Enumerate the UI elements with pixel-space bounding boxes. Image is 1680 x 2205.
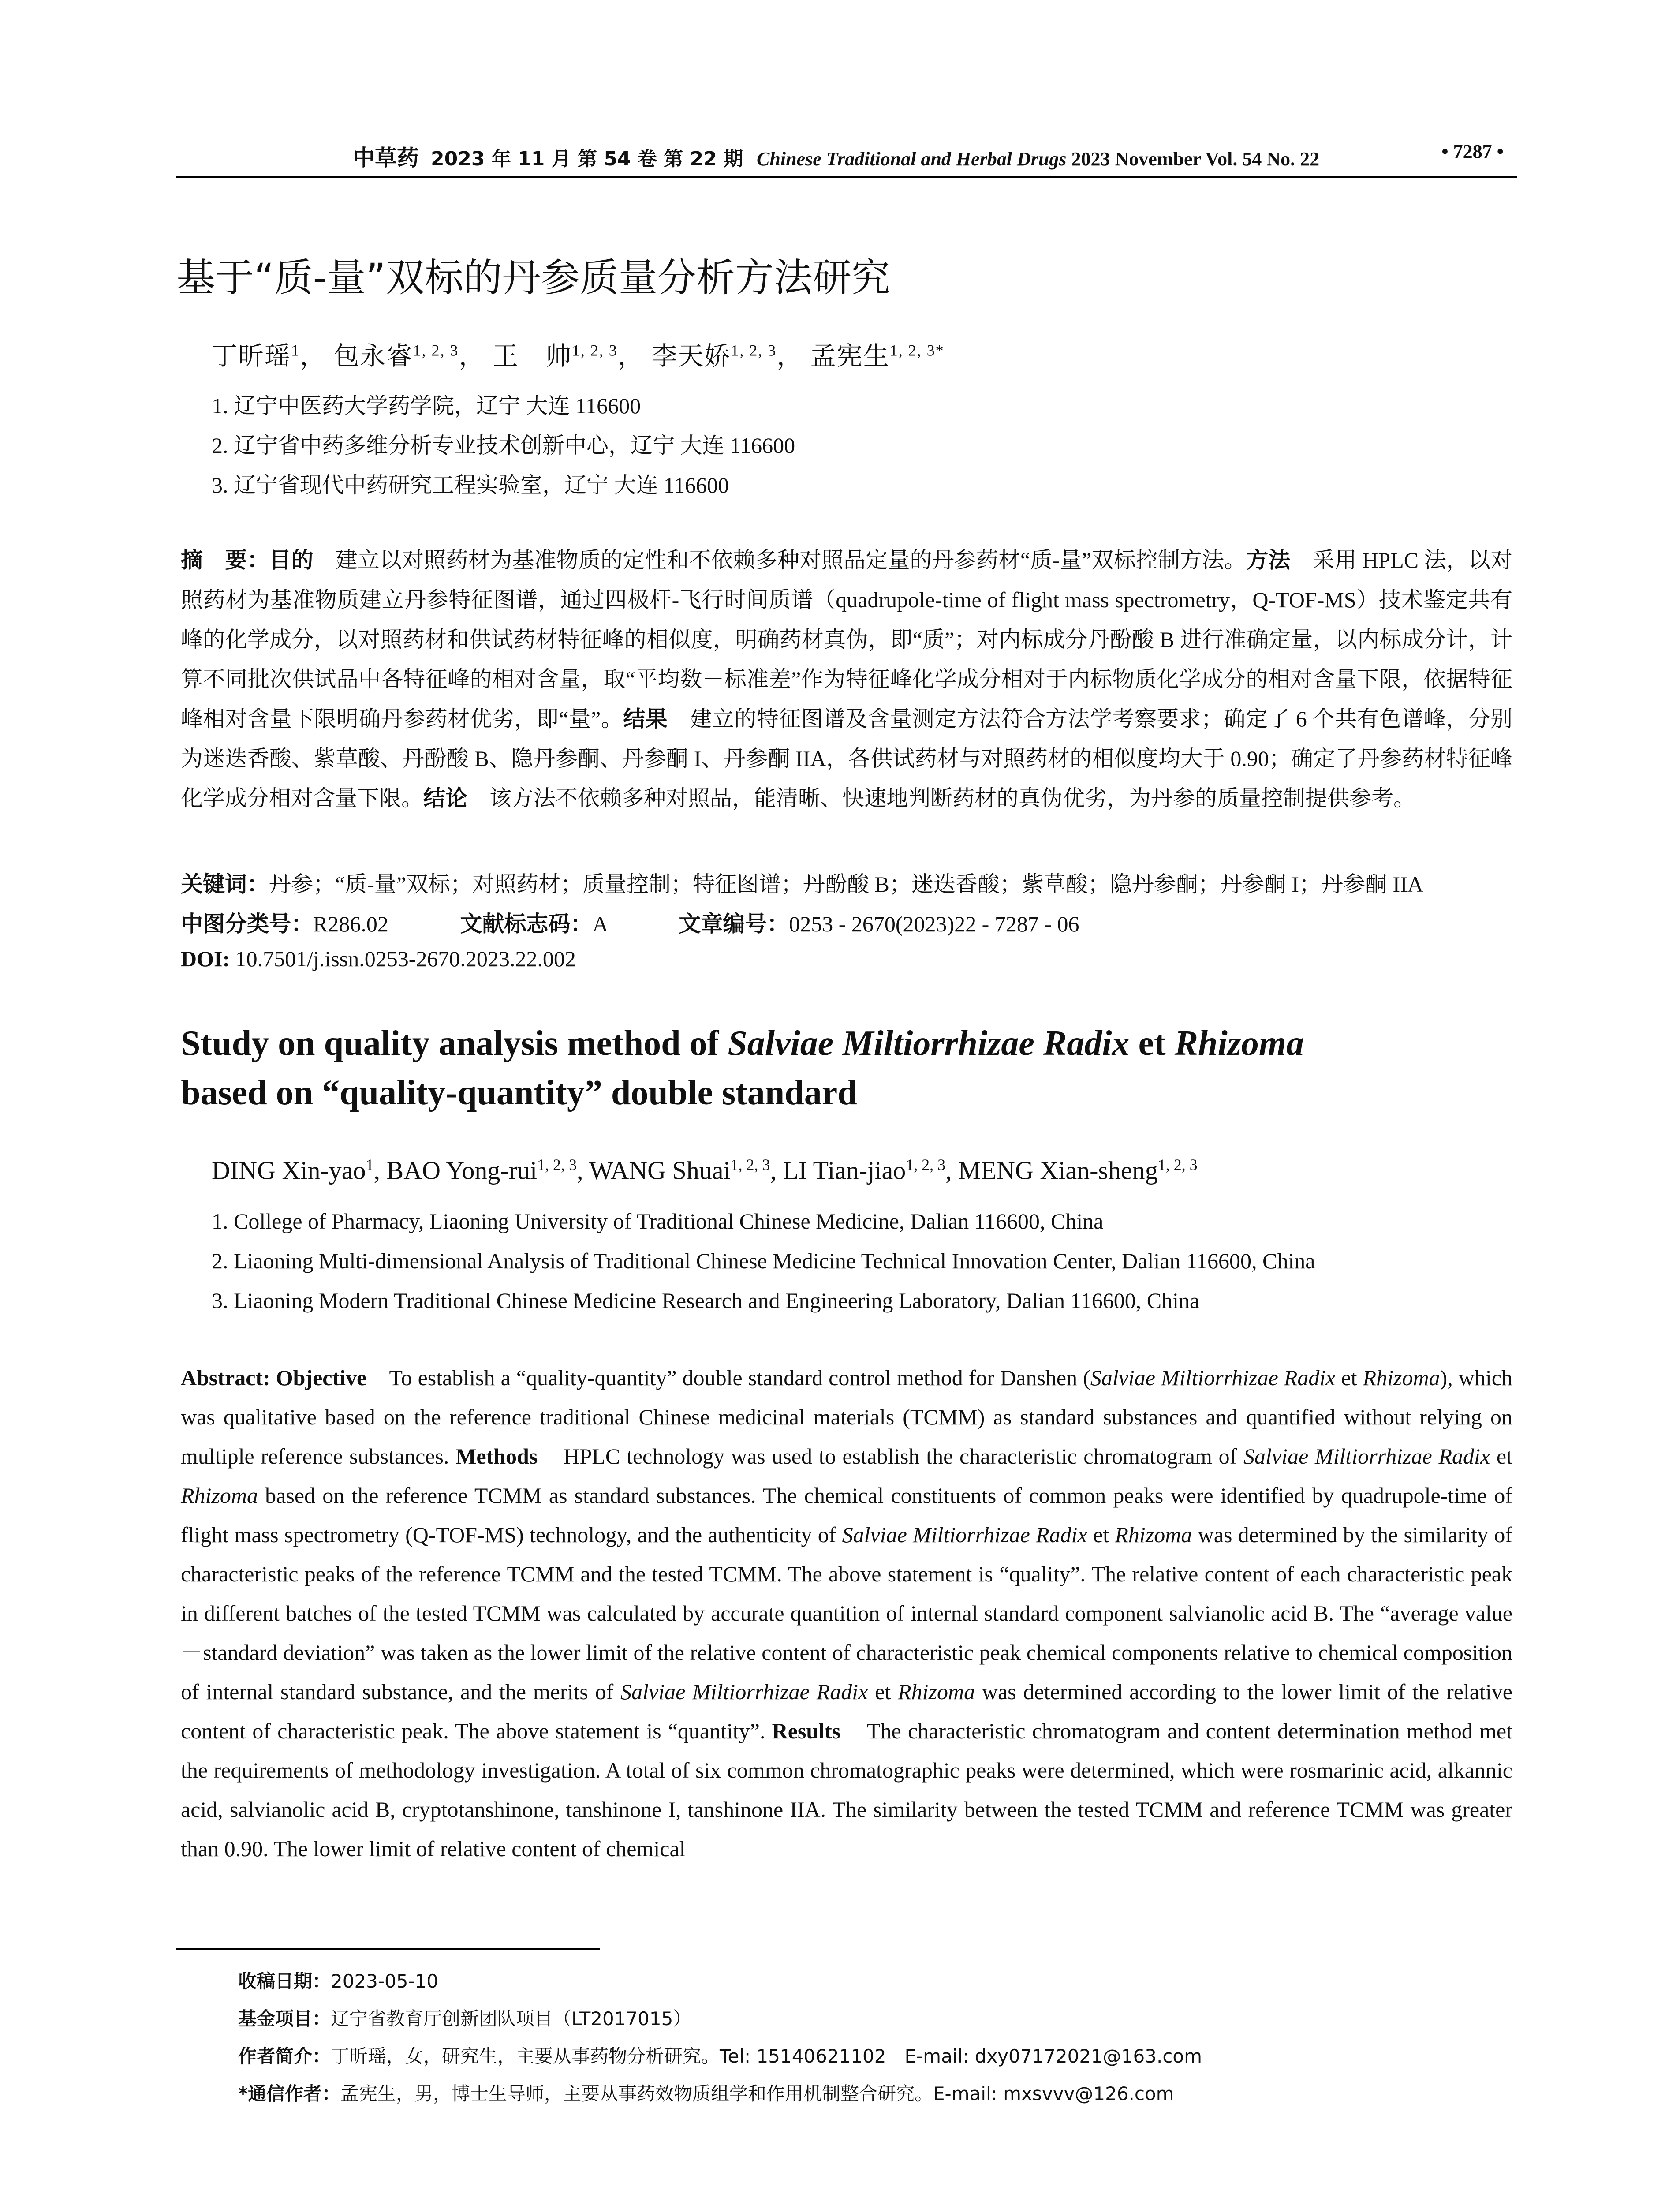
article-no-value: 0253 - 2670(2023)22 - 7287 - 06 bbox=[789, 912, 1079, 936]
en-title-text: Study on quality analysis method of bbox=[181, 1024, 728, 1063]
cn-author-aff: 1, 2, 3 bbox=[731, 341, 777, 359]
latin-conjunction: et bbox=[1490, 1444, 1512, 1469]
en-methods-label: Methods bbox=[455, 1444, 538, 1469]
en-author-aff: 1, 2, 3 bbox=[730, 1156, 770, 1174]
cn-classification bbox=[181, 906, 1079, 938]
cn-conclusion-text: 该方法不依赖多种对照品，能清晰、快速地判断药材的真伪优劣，为丹参的质量控制提供参考。 bbox=[489, 786, 1415, 811]
footnote-text: 2023-05-10 bbox=[331, 1970, 439, 1992]
cn-author-aff: 1, 2, 3* bbox=[889, 341, 945, 359]
cn-keywords bbox=[181, 867, 1423, 898]
issue-date-en: 2023 November Vol. 54 No. 22 bbox=[1071, 148, 1320, 170]
cn-objective-label: 目的 bbox=[269, 547, 314, 573]
en-author-aff: 1, 2, 3 bbox=[1157, 1156, 1198, 1174]
en-author-aff: 1, 2, 3 bbox=[906, 1156, 946, 1174]
running-header bbox=[176, 140, 1517, 171]
en-title-line2: based on “quality-quantity” double standard bbox=[181, 1073, 857, 1112]
cn-author-aff: 1, 2, 3 bbox=[571, 341, 618, 359]
cn-abstract-label: 摘 要： bbox=[181, 547, 269, 573]
footnote-text: 丁昕瑶，女，研究生，主要从事药物分析研究。Tel: 15140621102 E-mail: dxy07172021@163.com bbox=[331, 2045, 1202, 2067]
clc-label: 中图分类号： bbox=[181, 911, 313, 937]
article-no-label: 文章编号： bbox=[679, 911, 789, 937]
en-author: BAO Yong-rui bbox=[386, 1156, 538, 1185]
footnote-label: 基金项目： bbox=[238, 2008, 331, 2029]
cn-author: 孟宪生 bbox=[810, 342, 890, 370]
en-abstract-label: Abstract: bbox=[181, 1365, 270, 1390]
en-results-label: Results bbox=[772, 1719, 841, 1743]
latin-name: Rhizoma bbox=[1115, 1522, 1192, 1547]
en-author: MENG Xian-sheng bbox=[958, 1156, 1158, 1185]
cn-abstract bbox=[181, 540, 1512, 818]
cn-methods-label: 方法 bbox=[1246, 547, 1291, 573]
en-abstract bbox=[181, 1358, 1512, 1869]
en-author: LI Tian-jiao bbox=[783, 1156, 906, 1185]
journal-name-en: Chinese Traditional and Herbal Drugs bbox=[757, 148, 1067, 170]
en-methods-text: based on the reference TCMM as standard substances. The chemical constituents of common peaks were identified by quadrupole-time of flight mass spectrometry (Q-TOF-MS) technology, and the authenticity of bbox=[181, 1483, 1512, 1547]
keywords-text: 丹参；“质-量”双标；对照药材；质量控制；特征图谱；丹酚酸 B；迷迭香酸；紫草酸；隐丹参酮；丹参酮 I；丹参酮 IIA bbox=[269, 872, 1423, 897]
en-objective-text: To establish a “quality-quantity” double standard control method for Danshen ( bbox=[389, 1365, 1090, 1390]
en-methods-text: was determined according to the lower limit of the relative content of characteristic peak. The above statement is “quantity”. bbox=[181, 1679, 1512, 1743]
en-affiliation: 2. Liaoning Multi-dimensional Analysis of Traditional Chinese Medicine Technical Innovation Center, Dalian 116600, China bbox=[212, 1248, 1315, 1273]
cn-affiliation: 2. 辽宁省中药多维分析专业技术创新中心，辽宁 大连 116600 bbox=[212, 433, 795, 458]
latin-name: Salviae Miltiorrhizae Radix bbox=[842, 1522, 1087, 1547]
cn-author: 包永睿 bbox=[333, 342, 413, 370]
header-rule bbox=[176, 176, 1517, 178]
cn-affiliation: 1. 辽宁中医药大学药学院，辽宁 大连 116600 bbox=[212, 393, 641, 418]
footnote-text: 辽宁省教育厅创新团队项目（LT2017015） bbox=[331, 2008, 692, 2029]
cn-results-label: 结果 bbox=[623, 706, 668, 732]
en-author: WANG Shuai bbox=[589, 1156, 731, 1185]
latin-name: Salviae Miltiorrhizae Radix bbox=[1243, 1444, 1490, 1469]
latin-name: Salviae Miltiorrhizae Radix bbox=[1090, 1365, 1336, 1390]
en-methods-text: was determined by the similarity of characteristic peaks of the reference TCMM and the tested TCMM. The above statement is “quality”. The relative content of each characteristic peak in different batches of the tested TCMM was calculated by accurate quantition of internal standard component salvianolic acid B. The “average value－standard deviation” was taken as the lower limit of the relative content of characteristic peak chemical components relative to chemical composition of internal standard substance, and the merits of bbox=[181, 1522, 1513, 1704]
footnote-corresponding bbox=[238, 2079, 1174, 2106]
footnote-funding bbox=[238, 2004, 691, 2031]
en-author-aff: 1 bbox=[366, 1156, 374, 1174]
cn-results-text: 建立的特征图谱及含量测定方法符合方法学考察要求；确定了 6 个共有色谱峰，分别为迷迭香酸、紫草酸、丹酚酸 B、隐丹参酮、丹参酮 I、丹参酮 IIA，各供试药材与对照药材的相似度均大于 0.90；确定了丹参药材特征峰化学成分相对含量下限。 bbox=[181, 706, 1513, 811]
en-title-latin: Salviae Miltiorrhizae Radix bbox=[728, 1024, 1130, 1063]
latin-conjunction: et bbox=[1087, 1522, 1115, 1547]
en-author-aff: 1, 2, 3 bbox=[537, 1156, 577, 1174]
cn-affiliation: 3. 辽宁省现代中药研究工程实验室，辽宁 大连 116600 bbox=[212, 473, 729, 497]
footnote-author-bio bbox=[238, 2042, 1202, 2068]
doi-line bbox=[181, 946, 576, 972]
en-title bbox=[181, 1019, 1504, 1117]
cn-conclusion-label: 结论 bbox=[423, 785, 467, 811]
cn-author-aff: 1, 2, 3 bbox=[413, 341, 459, 359]
en-author-list: DING Xin-yao$^1$, BAO Yong-rui$^{1, 2, 3}$, WANG Shuai$^{1, 2, 3}$, LI Tian-jiao$^{1, 2, 3}$, MENG Xian-sheng$^{1, 2, 3}$ bbox=[212, 1156, 1198, 1185]
journal-name-cn: 中草药 bbox=[353, 145, 419, 171]
latin-name: Rhizoma bbox=[181, 1483, 258, 1508]
doi-value: 10.7501/j.issn.0253-2670.2023.22.002 bbox=[235, 946, 576, 971]
cn-author-list: 丁昕瑶$^1$， 包永睿$^{1, 2, 3}$， 王 帅$^{1, 2, 3}$， 李天娇$^{1, 2, 3}$， 孟宪生$^{1, 2, 3*}$ bbox=[212, 341, 945, 370]
en-author: DING Xin-yao bbox=[212, 1156, 366, 1185]
en-title-text: et bbox=[1129, 1024, 1175, 1063]
footnote-label: 收稿日期： bbox=[238, 1970, 331, 1992]
en-affiliation: 1. College of Pharmacy, Liaoning University of Traditional Chinese Medicine, Dalian 116600, China bbox=[212, 1209, 1104, 1233]
cn-title: 基于“质-量”双标的丹参质量分析方法研究 bbox=[176, 255, 890, 300]
latin-conjunction: et bbox=[1335, 1365, 1363, 1390]
en-objective-label: Objective bbox=[276, 1365, 367, 1390]
footnote-label: 作者简介： bbox=[238, 2045, 331, 2067]
en-objective-text: ), which was qualitative based on the reference traditional Chinese medicinal materials (TCMM) as standard substances and quantified without relying on multiple reference substances. bbox=[181, 1365, 1512, 1469]
page-number: • 7287 • bbox=[1441, 141, 1504, 162]
latin-conjunction: et bbox=[868, 1679, 898, 1704]
cn-author-aff: 1 bbox=[291, 341, 300, 359]
header-citation bbox=[353, 140, 1319, 172]
doccode-label: 文献标志码： bbox=[460, 911, 593, 937]
cn-author: 李天娇 bbox=[651, 342, 731, 370]
cn-author: 王 帅 bbox=[492, 342, 572, 370]
doi-label: DOI: bbox=[181, 946, 230, 971]
footnote-received bbox=[238, 1967, 438, 1993]
en-results-text: The characteristic chromatogram and content determination method met the requirements of methodology investigation. A total of six common chromatographic peaks were determined, which were rosmarinic acid, alkannic acid, salvianolic acid B, cryptotanshinone, tanshinone I, tanshinone IIA. The similarity between the tested TCMM and reference TCMM was greater than 0.90. The lower limit of relative content of chemical bbox=[181, 1719, 1512, 1861]
en-title-latin: Rhizoma bbox=[1174, 1024, 1304, 1063]
en-affiliation: 3. Liaoning Modern Traditional Chinese Medicine Research and Engineering Laboratory, Dalian 116600, China bbox=[212, 1288, 1200, 1313]
footnote-label: *通信作者： bbox=[238, 2083, 340, 2104]
cn-author: 丁昕瑶 bbox=[212, 342, 291, 370]
cn-objective-text: 建立以对照药材为基准物质的定性和不依赖多种对照品定量的丹参药材“质-量”双标控制方法。 bbox=[335, 548, 1247, 572]
clc-value: R286.02 bbox=[313, 912, 388, 936]
latin-name: Salviae Miltiorrhizae Radix bbox=[620, 1679, 868, 1704]
footnote-rule bbox=[176, 1948, 600, 1950]
issue-date-cn: 2023 年 11 月 第 54 卷 第 22 期 bbox=[431, 148, 743, 170]
footnote-text: 孟宪生，男，博士生导师，主要从事药效物质组学和作用机制整合研究。E-mail: mxsvvv@126.com bbox=[340, 2083, 1174, 2104]
doccode-value: A bbox=[592, 912, 607, 936]
cn-methods-text: 采用 HPLC 法，以对照药材为基准物质建立丹参特征图谱，通过四极杆-飞行时间质谱（quadrupole-time of flight mass spectrometry，Q-TOF-MS）技术鉴定共有峰的化学成分，以对照药材和供试药材特征峰的相似度，明确药材真伪，即“质”；对内标成分丹酚酸 B 进行准确定量，以内标成分计，计算不同批次供试品中各特征峰的相对含量，取“平均数－标准差”作为特征峰化学成分相对于内标物质化学成分的相对含量下限，依据特征峰相对含量下限明确丹参药材优劣，即“量”。 bbox=[181, 548, 1513, 731]
latin-name: Rhizoma bbox=[898, 1679, 975, 1704]
latin-name: Rhizoma bbox=[1363, 1365, 1440, 1390]
keywords-label: 关键词： bbox=[181, 871, 269, 897]
en-methods-text: HPLC technology was used to establish the characteristic chromatogram of bbox=[564, 1444, 1244, 1469]
